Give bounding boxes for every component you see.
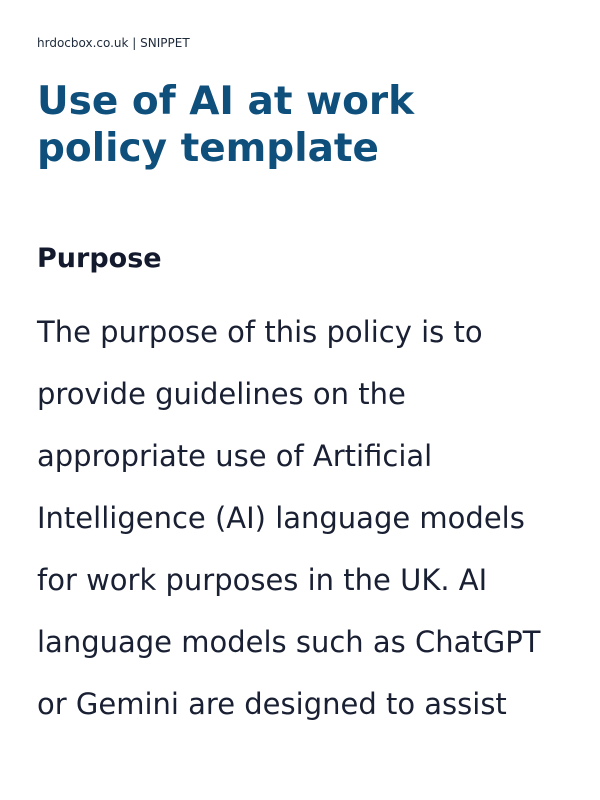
page-title [37,78,577,172]
body-line: Intelligence (AI) language models [37,501,525,535]
body-line: or Gemini are designed to assist [37,687,507,721]
title-line-2: policy template [37,126,379,171]
body-line: The purpose of this policy is to [37,315,483,349]
body-line: provide guidelines on the [37,377,406,411]
source-label: hrdocbox.co.uk | SNIPPET [37,36,190,50]
body-line: appropriate use of Artificial [37,439,433,473]
body-line: for work purposes in the UK. AI [37,563,488,597]
section-body [37,308,582,742]
document-page [37,0,577,800]
section-heading: Purpose [37,243,162,274]
title-line-1: Use of AI at work [37,79,415,124]
body-line: language models such as ChatGPT [37,625,541,659]
